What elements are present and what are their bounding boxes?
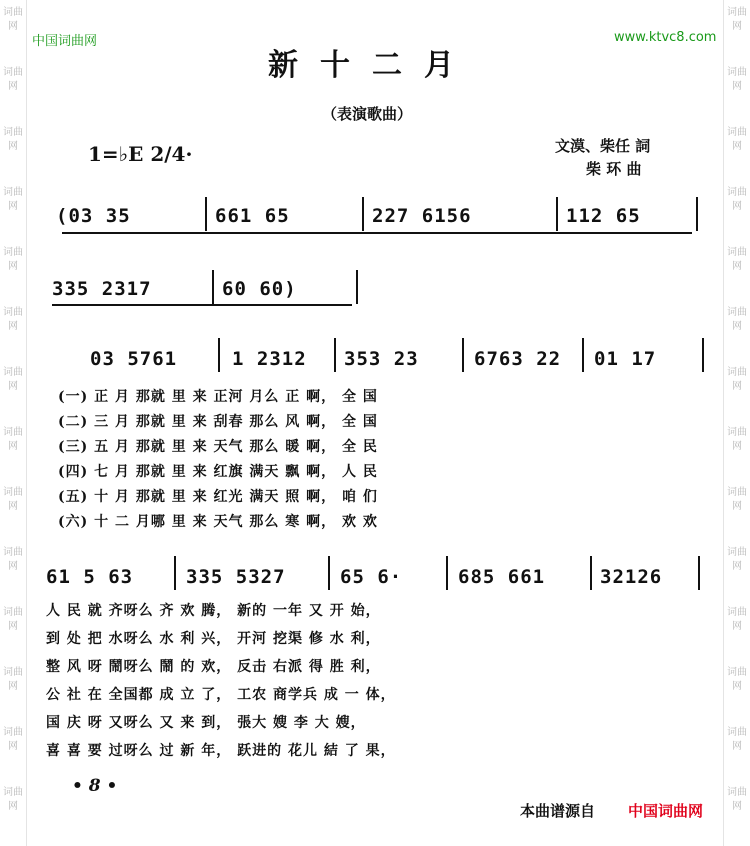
lyric-line-verse-2: (二) 三 月 那就 里 来 刮春 那么 风 啊， 全 国 — [58, 414, 378, 430]
lyric-line-verse-1: 人 民 就 齐呀么 齐 欢 腾， 新的 一年 又 开 始， — [46, 603, 381, 619]
watermark-text: 词曲网 — [727, 247, 747, 272]
left-watermark-strip — [0, 0, 27, 846]
bar-line — [218, 338, 220, 372]
site-url-link[interactable]: www.ktvc8.com — [614, 30, 717, 45]
watermark-text: 词曲网 — [3, 607, 23, 632]
song-title: 新十二月 — [268, 48, 476, 83]
watermark-text: 词曲网 — [3, 7, 23, 32]
watermark-text: 词曲网 — [3, 127, 23, 152]
lyric-line-verse-1: (一) 正 月 那就 里 来 正河 月么 正 啊， 全 国 — [58, 389, 378, 405]
lyric-line-verse-3: (三) 五 月 那就 里 来 天气 那么 暖 啊， 全 民 — [58, 439, 378, 455]
melody-measure: 335 5327 — [186, 566, 286, 588]
melody-measure: 685 661 — [458, 566, 546, 588]
watermark-text: 词曲网 — [727, 667, 747, 692]
watermark-text: 词曲网 — [727, 727, 747, 752]
bar-line — [356, 270, 358, 304]
bar-line — [556, 197, 558, 231]
bar-line — [334, 338, 336, 372]
watermark-text: 词曲网 — [3, 667, 23, 692]
bar-line — [698, 556, 700, 590]
lyric-line-verse-5: (五) 十 月 那就 里 来 红光 满天 照 啊， 咱 们 — [58, 489, 378, 505]
watermark-text: 词曲网 — [3, 367, 23, 392]
watermark-text: 词曲网 — [727, 487, 747, 512]
lyric-line-verse-5: 国 庆 呀 又呀么 又 来 到， 張大 嫂 李 大 嫂， — [46, 715, 366, 731]
bar-line — [174, 556, 176, 590]
source-label: 本曲谱源自 — [520, 802, 596, 820]
source-site-link[interactable]: 中国词曲网 — [628, 802, 704, 820]
page-number: • 8 • — [72, 776, 118, 796]
intro-measure: 661 65 — [215, 205, 290, 227]
lyric-line-verse-6: (六) 十 二 月哪 里 来 天气 那么 寒 啊， 欢 欢 — [58, 514, 378, 530]
watermark-text: 词曲网 — [3, 487, 23, 512]
melody-measure: 32126 — [600, 566, 663, 588]
watermark-text: 词曲网 — [727, 427, 747, 452]
key-signature: 1=♭E 2/4· — [88, 142, 193, 166]
intro-measure: 227 6156 — [372, 205, 472, 227]
watermark-text: 词曲网 — [3, 547, 23, 572]
watermark-text: 词曲网 — [3, 247, 23, 272]
site-name-link[interactable]: 中国词曲网 — [32, 34, 98, 49]
melody-measure: 03 5761 — [90, 348, 178, 370]
watermark-text: 词曲网 — [727, 787, 747, 812]
watermark-text: 词曲网 — [3, 427, 23, 452]
melody-measure: 353 23 — [344, 348, 419, 370]
watermark-text: 词曲网 — [727, 607, 747, 632]
lyric-line-verse-2: 到 处 把 水呀么 水 利 兴， 开河 挖渠 修 水 利， — [46, 631, 381, 647]
composer-credit: 柴 环 曲 — [586, 160, 642, 178]
watermark-text: 词曲网 — [3, 727, 23, 752]
melody-measure: 01 17 — [594, 348, 657, 370]
watermark-text: 词曲网 — [727, 127, 747, 152]
watermark-text: 词曲网 — [727, 307, 747, 332]
bar-line — [582, 338, 584, 372]
watermark-text: 词曲网 — [3, 187, 23, 212]
beam-line — [62, 232, 692, 234]
song-subtitle: （表演歌曲） — [322, 105, 413, 123]
bar-line — [702, 338, 704, 372]
bar-line — [205, 197, 207, 231]
watermark-text: 词曲网 — [727, 187, 747, 212]
watermark-text: 词曲网 — [3, 307, 23, 332]
lyric-line-verse-4: 公 社 在 全国都 成 立 了， 工农 商学兵 成 一 体， — [46, 687, 396, 703]
beam-line — [52, 304, 352, 306]
watermark-text: 词曲网 — [727, 67, 747, 92]
lyricist-credit: 文漠、柴任 詞 — [555, 137, 651, 155]
bar-line — [212, 270, 214, 304]
intro-measure: 335 2317 — [52, 278, 152, 300]
bar-line — [446, 556, 448, 590]
right-watermark-strip — [723, 0, 750, 846]
watermark-text: 词曲网 — [727, 7, 747, 32]
bar-line — [362, 197, 364, 231]
lyric-line-verse-4: (四) 七 月 那就 里 来 红旗 满天 飘 啊， 人 民 — [58, 464, 378, 480]
watermark-text: 词曲网 — [727, 367, 747, 392]
watermark-text: 词曲网 — [3, 67, 23, 92]
bar-line — [696, 197, 698, 231]
intro-measure: 112 65 — [566, 205, 641, 227]
bar-line — [590, 556, 592, 590]
watermark-text: 词曲网 — [727, 547, 747, 572]
melody-measure: 6763 22 — [474, 348, 562, 370]
lyric-line-verse-6: 喜 喜 要 过呀么 过 新 年， 跃进的 花儿 結 了 果， — [46, 743, 396, 759]
melody-measure: 1 2312 — [232, 348, 307, 370]
bar-line — [462, 338, 464, 372]
melody-measure: 65 6· — [340, 566, 403, 588]
watermark-text: 词曲网 — [3, 787, 23, 812]
melody-measure: 61 5 63 — [46, 566, 134, 588]
intro-measure: 60 60) — [222, 278, 297, 300]
lyric-line-verse-3: 整 风 呀 鬧呀么 鬧 的 欢， 反击 右派 得 胜 利， — [46, 659, 381, 675]
bar-line — [328, 556, 330, 590]
intro-measure: (03 35 — [56, 205, 131, 227]
